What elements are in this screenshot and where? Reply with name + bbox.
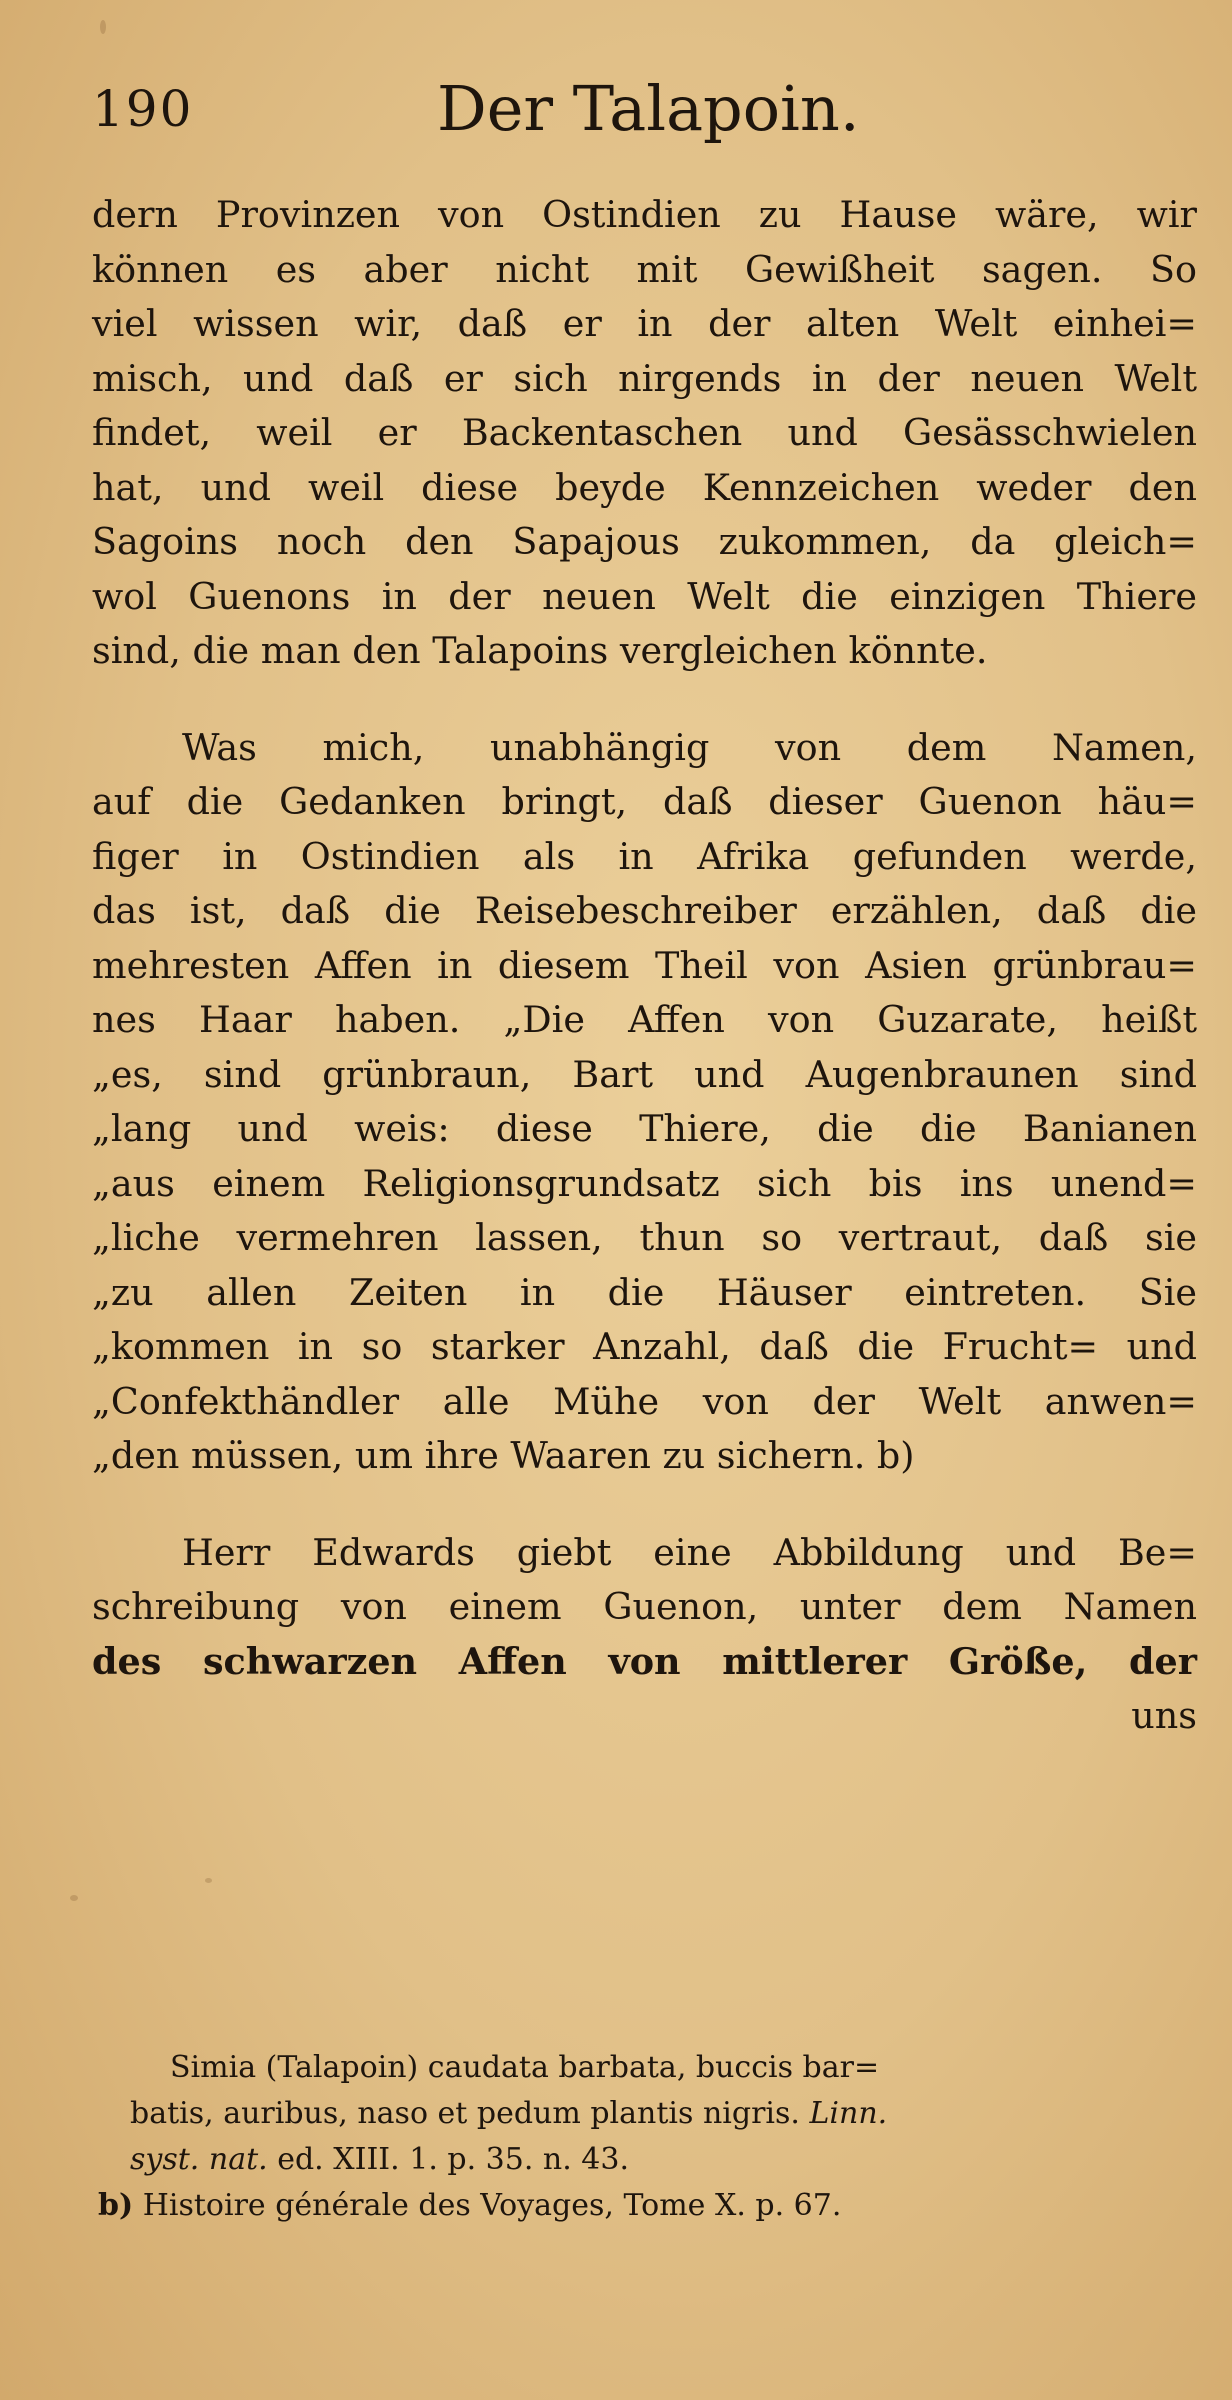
text-line: auf die Gedanken bringt, daß dieser Guenon häu= bbox=[92, 780, 1197, 823]
text-line: figer in Ostindien als in Afrika gefunden werde, bbox=[92, 834, 1197, 878]
footnote-line bbox=[130, 2137, 1185, 2183]
text-line: Was mich, unabhängig von dem Namen, bbox=[182, 725, 1197, 769]
text-line: Herr Edwards giebt eine Abbildung und Be= bbox=[182, 1530, 1197, 1574]
page-header bbox=[92, 62, 1152, 152]
text-line: „zu allen Zeiten in die Häuser eintreten. Sie bbox=[92, 1270, 1197, 1314]
footnote-text: Histoire générale des Voyages, Tome X. p. 67. bbox=[142, 2188, 842, 2223]
text-line: findet, weil er Backentaschen und Gesässchwielen bbox=[92, 411, 1197, 454]
footnote-citation: syst. nat. bbox=[130, 2142, 268, 2177]
text-line: „liche vermehren lassen, thun so vertraut, daß sie bbox=[92, 1216, 1197, 1259]
paragraph-gap bbox=[92, 1484, 1197, 1526]
text-line: können es aber nicht mit Gewißheit sagen. So bbox=[92, 247, 1197, 291]
text-line: „den müssen, um ihre Waaren zu sichern. b) bbox=[92, 1434, 915, 1477]
text-line: Sagoins noch den Sapajous zukommen, da gleich= bbox=[92, 520, 1197, 563]
paragraph bbox=[92, 1526, 1197, 1744]
paragraph bbox=[92, 721, 1197, 1484]
text-line: „aus einem Religionsgrundsatz sich bis ins unend= bbox=[92, 1161, 1197, 1205]
paragraph-gap bbox=[92, 679, 1197, 721]
footnote-text: batis, auribus, naso et pedum plantis nigris. bbox=[130, 2096, 800, 2131]
catchword: uns bbox=[1131, 1694, 1197, 1737]
footnote-marker: b) bbox=[98, 2188, 134, 2223]
paragraph bbox=[92, 188, 1197, 679]
text-line: nes Haar haben. „Die Affen von Guzarate, heißt bbox=[92, 998, 1197, 1041]
text-line: „Confekthändler alle Mühe von der Welt anwen= bbox=[92, 1379, 1197, 1423]
text-line: „lang und weis: diese Thiere, die die Banianen bbox=[92, 1107, 1197, 1150]
text-line: dern Provinzen von Ostindien zu Hause wäre, wir bbox=[92, 193, 1197, 236]
text-line: sind, die man den Talapoins vergleichen könnte. bbox=[92, 629, 988, 672]
paper-stain bbox=[100, 20, 106, 34]
paper-stain bbox=[70, 1895, 78, 1901]
text-line: des schwarzen Affen von mittlerer Größe, der bbox=[92, 1639, 1197, 1683]
body-text bbox=[92, 188, 1197, 1744]
text-line: „es, sind grünbraun, Bart und Augenbraunen sind bbox=[92, 1052, 1197, 1096]
footnote-line bbox=[98, 2183, 1185, 2229]
text-line: das ist, daß die Reisebeschreiber erzählen, daß die bbox=[92, 889, 1197, 932]
text-line: misch, und daß er sich nirgends in der neuen Welt bbox=[92, 356, 1197, 400]
text-line: „kommen in so starker Anzahl, daß die Frucht= und bbox=[92, 1325, 1197, 1368]
footnote-citation: Linn. bbox=[809, 2096, 888, 2131]
text-line: hat, und weil diese beyde Kennzeichen weder den bbox=[92, 465, 1197, 509]
footnotes bbox=[98, 2045, 1185, 2229]
paper-stain bbox=[205, 1878, 212, 1883]
page-number: 190 bbox=[92, 80, 194, 138]
footnote-reference: ed. XIII. 1. p. 35. n. 43. bbox=[277, 2142, 630, 2177]
text-line: viel wissen wir, daß er in der alten Welt einhei= bbox=[92, 302, 1197, 345]
text-line: mehresten Affen in diesem Theil von Asien grünbrau= bbox=[92, 943, 1197, 987]
running-head: Der Talapoin. bbox=[437, 72, 860, 145]
text-line: schreibung von einem Guenon, unter dem Namen bbox=[92, 1585, 1197, 1628]
footnote-line bbox=[130, 2091, 1185, 2137]
text-line: wol Guenons in der neuen Welt die einzigen Thiere bbox=[92, 574, 1197, 618]
footnote-line: Simia (Talapoin) caudata barbata, buccis bar= bbox=[170, 2050, 880, 2085]
